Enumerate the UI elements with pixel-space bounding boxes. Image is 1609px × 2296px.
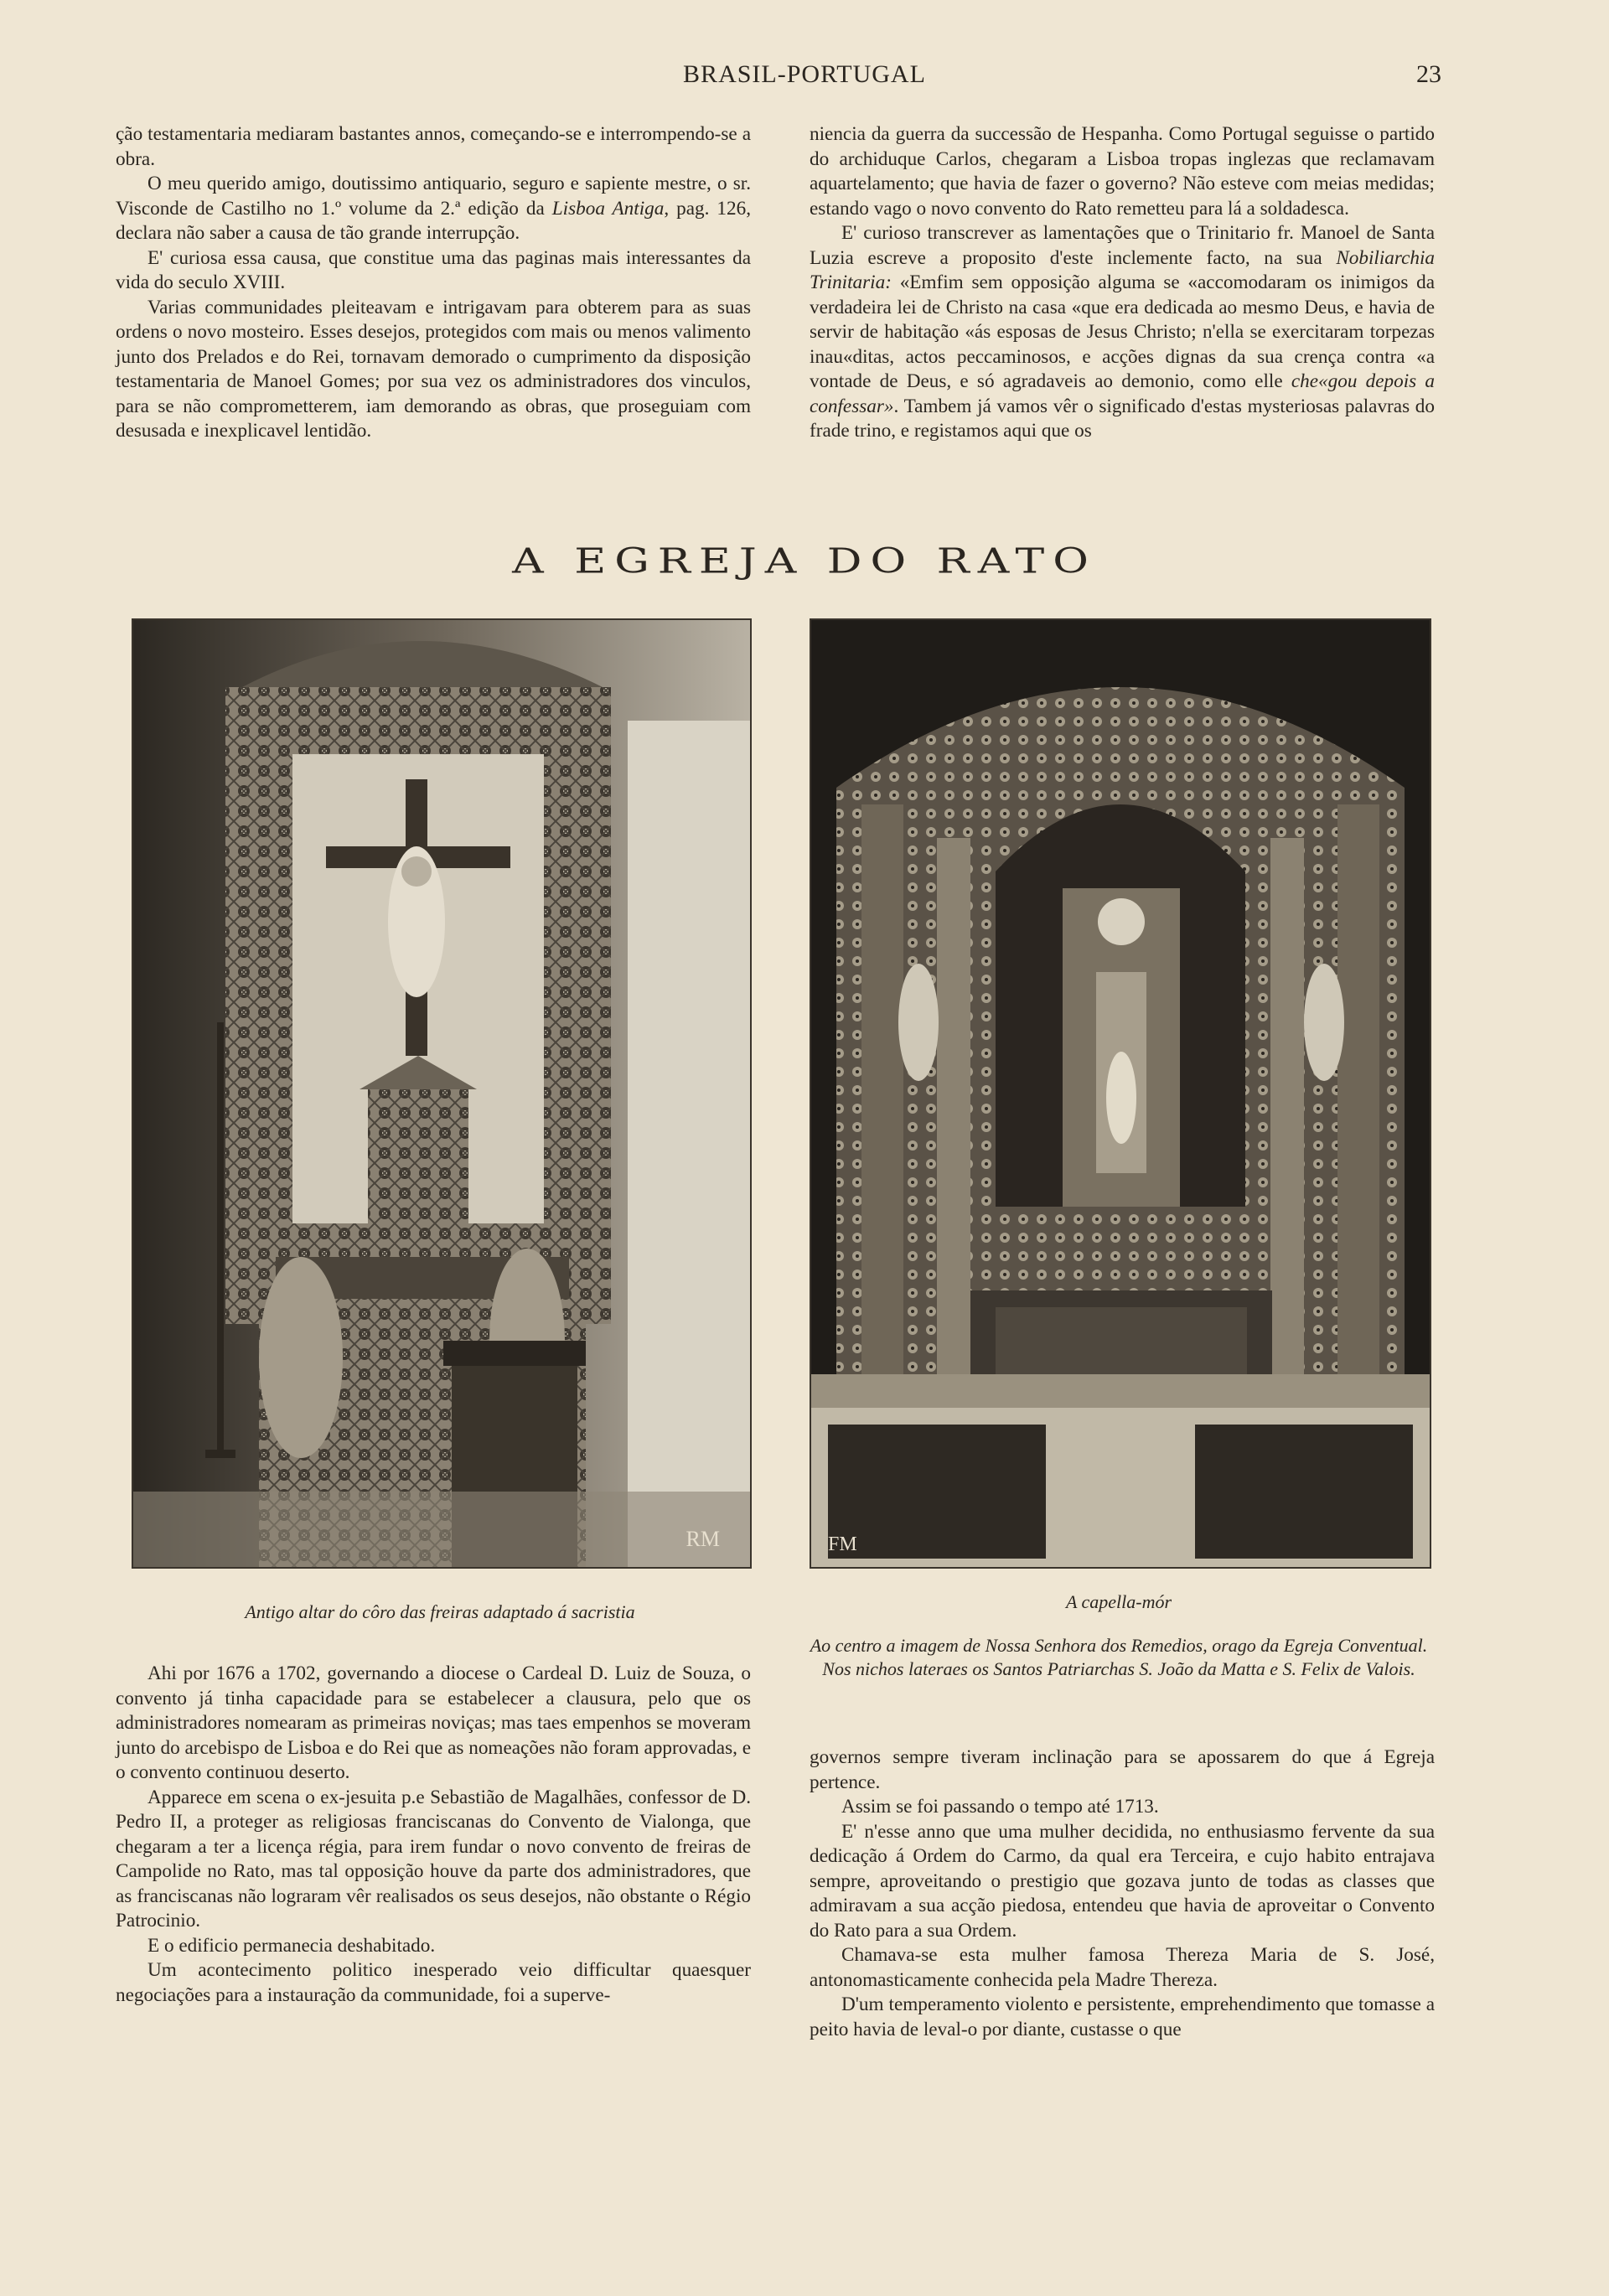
caption-right-title: A capella-mór [1065, 1591, 1172, 1612]
paragraph: Ahi por 1676 a 1702, governando a diocese o Cardeal D. Luiz de Souza, o convento já tinha capacidade para se estabelecer a clausura, pelo que os administradores nomearam as primeiras noviças; mas taes empenhos se moveram junto do arcebispo de Lisboa e do Rei que as nomeações não foram approvadas, e o convento continuou deserto. [116, 1663, 751, 1783]
photographer-mark: RM [686, 1527, 720, 1551]
paragraph: E' curiosa essa causa, que constitue uma das paginas mais interessantes da vida do seculo XVIII. [116, 246, 751, 293]
paragraph: Varias communidades pleiteavam e intrigavam para obterem para as suas ordens o novo mosteiro. Esses desejos, protegidos com mais ou menos valimento junto dos Prelados e do Rei, tornavam demorado o cumprimento da disposição testamentaria de Manoel Gomes; por sua vez os administradores dos vinculos, para se não comprometterem, iam demorando as obras, que proseguiam com desusada e inexplicavel lentidão. [116, 296, 751, 442]
caption-right-description: Ao centro a imagem de Nossa Senhora dos Remedios, orago da Egreja Conventual. Nos nichos lateraes os Santos Patriarchas S. João da Matta e S. Felix de Valois. [810, 1635, 1428, 1679]
paragraph: Apparece em scena o ex-jesuita p.e Sebastião de Magalhães, confessor de D. Pedro II, a proteger as religiosas franciscanas do Convento de Vialonga, que chegaram a ter a licença régia, para irem fundar o novo convento de freiras de Campolide no Rato, mas tal opposição houve da parte dos administradores, que as franciscanas não lograram vêr realisados os seus desejos, não obstante o Régio Patrocinio. [116, 1786, 751, 1931]
paragraph: D'um temperamento violento e persistente, emprehendimento que tomasse a peito havia de leval-o por diante, custasse o que [810, 1993, 1435, 2040]
page-header [0, 60, 1609, 101]
photographer-mark: FM [828, 1533, 857, 1555]
book-title: Lisboa Antiga [551, 197, 665, 220]
paragraph: Assim se foi passando o tempo até 1713. [841, 1796, 1159, 1818]
paragraph: Um acontecimento politico inesperado veio difficultar quaesquer negociações para a instauração da communidade, foi a superve- [116, 1959, 751, 2006]
quote-italic: che«gou depois a confessar» [810, 370, 1435, 417]
text-run: . Tambem já vamos vêr o significado d'estas mysteriosas palavras do frade trino, e registamos aqui que os [810, 395, 1435, 442]
altar-illustration [133, 620, 750, 1567]
paragraph: niencia da guerra da successão de Hespanha. Como Portugal seguisse o partido do archiduque Carlos, chegaram a Lisboa tropas inglezas que reclamavam aquartelamento; que havia de fazer o governo? Não esteve com meias medidas; estando vago o novo convento do Rato remetteu para lá a soldadesca. [810, 123, 1435, 220]
photo-sacristy-altar [132, 618, 752, 1569]
text-run: O meu querido amigo, doutissimo antiquario, seguro e sapiente mestre, o sr. Visconde de Castilho no 1.º volume da 2.ª edição da [116, 173, 751, 220]
text-column-top-left [116, 122, 751, 444]
photo-capela-mor [810, 618, 1431, 1569]
paragraph [116, 172, 751, 246]
text-column-bottom-left [116, 1662, 751, 2008]
caption-left: Antigo altar do côro das freiras adaptado á sacristia [245, 1601, 635, 1622]
book-title: Nobiliarchia Trinitaria: [810, 246, 1435, 293]
paragraph [810, 221, 1435, 444]
text-column-bottom-right [810, 1745, 1435, 2042]
main-chapel-illustration [811, 620, 1430, 1567]
text-run: E' curioso transcrever as lamentações que o Trinitario fr. Manoel de Santa Luzia escreve a proposito d'este inclemente facto, na sua [810, 222, 1435, 269]
paragraph: ção testamentaria mediaram bastantes annos, começando-se e interrompendo-se a obra. [116, 123, 751, 170]
paragraph: governos sempre tiveram inclinação para se apossarem do que á Egreja pertence. [810, 1746, 1435, 1793]
page-number: 23 [1416, 60, 1441, 88]
article-title: A EGREJA DO RATO [512, 541, 1097, 582]
text-column-top-right [810, 122, 1435, 444]
paragraph: E o edificio permanecia deshabitado. [147, 1934, 436, 1957]
running-title: BRASIL-PORTUGAL [683, 60, 926, 88]
paragraph: E' n'esse anno que uma mulher decidida, no enthusiasmo fervente da sua dedicação á Ordem do Carmo, da qual era Terceira, e cujo habito entrajava sempre, aproveitando o prestigio que gozava junto de todas as classes que admiravam a sua acção piedosa, entendeu que havia de aproveitar o Convento do Rato para a sua Ordem. [810, 1820, 1435, 1942]
text-run: , pag. 126, declara não saber a causa de tão grande interrupção. [116, 197, 751, 244]
text-run: «Emfim sem opposição alguma se «accomodaram os inimigos da verdadeira lei de Christo na casa «que era dedicada ao mesmo Deus, e havia de servir de habitação «ás esposas de Jesus Christo; n'ella se exercitaram torpezas inau«ditas, actos peccaminosos, e acções dignas da sua crença contra «a vontade de Deus, e só agradaveis ao demonio, como elle [810, 271, 1435, 392]
paragraph: Chamava-se esta mulher famosa Thereza Maria de S. José, antonomasticamente conhecida pela Madre Thereza. [810, 1944, 1435, 1991]
